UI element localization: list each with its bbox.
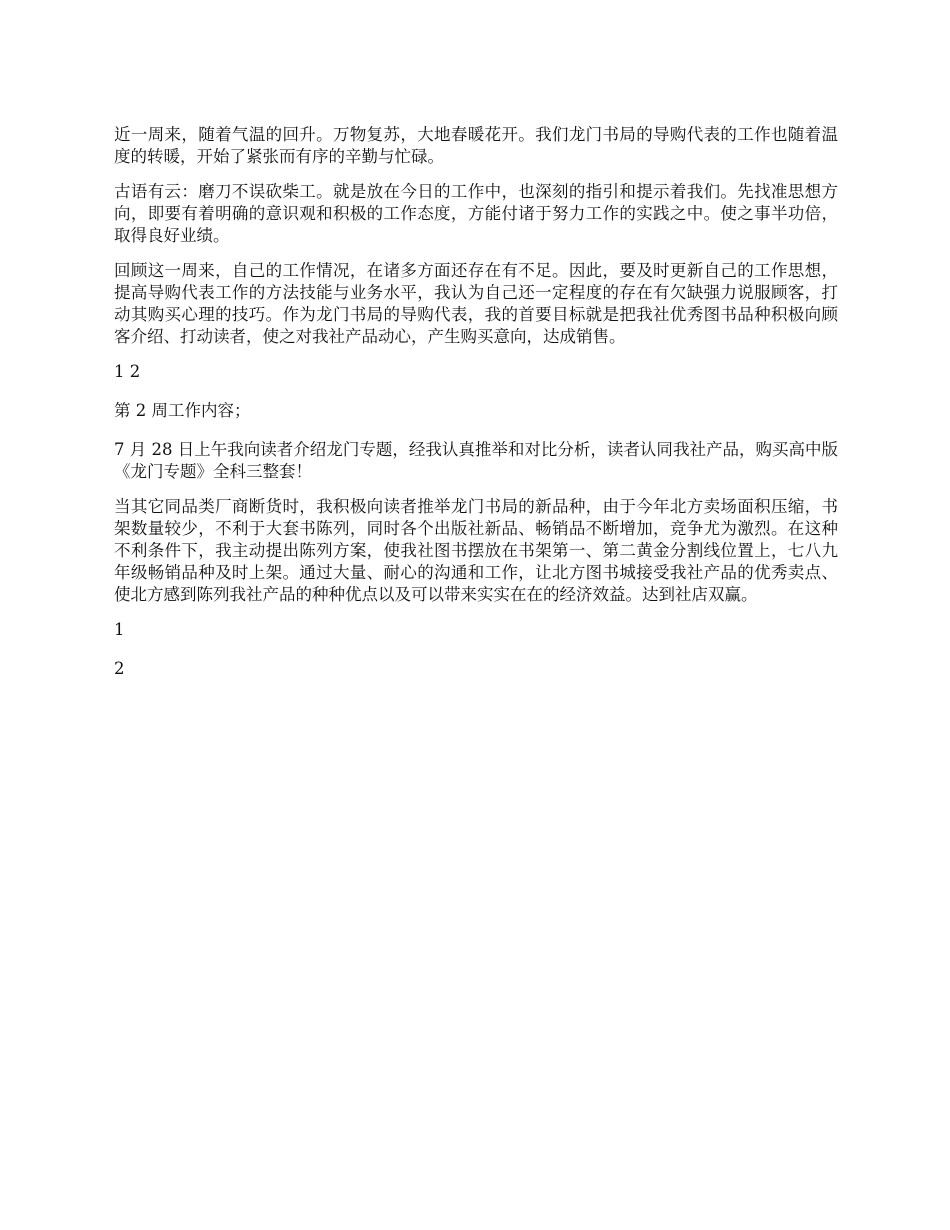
paragraph-proverb: 古语有云：磨刀不误砍柴工。就是放在今日的工作中，也深刻的指引和提示着我们。先找准思想方向，即要有着明确的意识观和积极的工作态度，方能付诸于努力工作的实践之中。使之事半功倍，取得良好业绩。	[114, 182, 838, 245]
page-number-pair: 1 2	[114, 362, 141, 381]
paragraph-display-plan: 当其它同品类厂商断货时，我积极向读者推举龙门书局的新品种，由于今年北方卖场面积压缩，书架数量较少，不利于大套书陈列，同时各个出版社新品、畅销品不断增加，竞争尤为激烈。在这种不利条件下，我主动提出陈列方案，使我社图书摆放在书架第一、第二黄金分割线位置上，七八九年级畅销品种及时上架。通过大量、耐心的沟通和工作，让北方图书城接受我社产品的优秀卖点、使北方感到陈列我社产品的种种优点以及可以带来实实在在的经济效益。达到社店双赢。	[114, 497, 838, 604]
paragraph-review: 回顾这一周来，自己的工作情况，在诸多方面还存在有不足。因此，要及时更新自己的工作思想，提高导购代表工作的方法技能与业务水平，我认为自己还一定程度的存在有欠缺强力说服顾客，打动其购买心理的技巧。作为龙门书局的导购代表，我的首要目标就是把我社优秀图书品种积极向顾客介绍、打动读者，使之对我社产品动心，产生购买意向，达成销售。	[114, 261, 838, 346]
page-number-1: 1	[114, 620, 125, 639]
document-body	[114, 124, 838, 697]
section-heading-week-2: 第 2 周工作内容；	[114, 401, 251, 420]
paragraph-intro: 近一周来，随着气温的回升。万物复苏，大地春暖花开。我们龙门书局的导购代表的工作也随着温度的转暖，开始了紧张而有序的辛勤与忙碌。	[114, 125, 838, 166]
paragraph-july-28: 7 月 28 日上午我向读者介绍龙门专题，经我认真推举和对比分析，读者认同我社产品，购买高中版《龙门专题》全科三整套！	[114, 440, 838, 481]
page-number-2: 2	[114, 659, 125, 678]
